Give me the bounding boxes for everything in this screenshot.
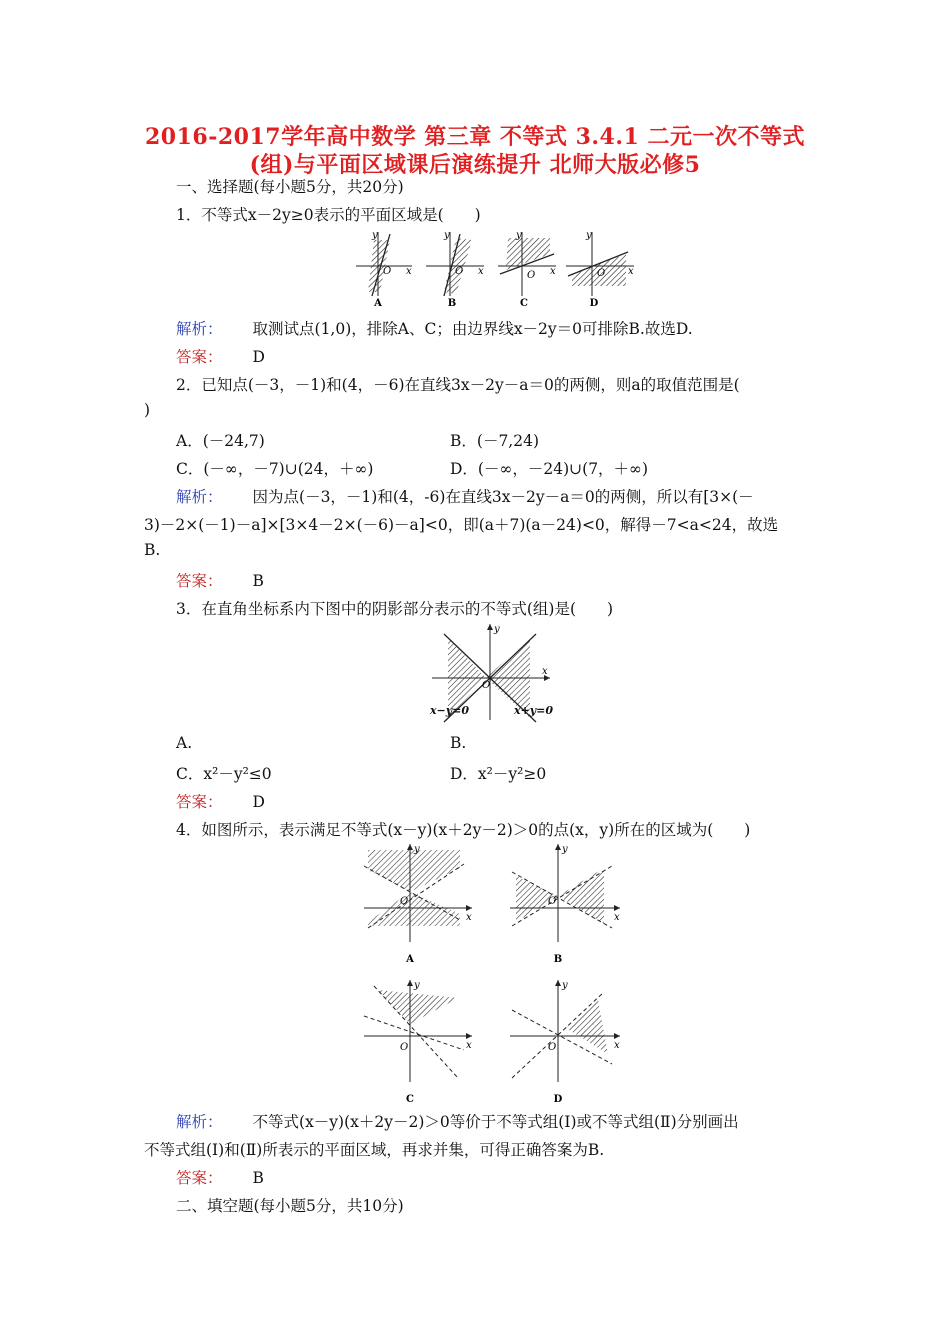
q4-label-a: A [406, 954, 414, 965]
q4-label-d: D [553, 1094, 563, 1104]
q1-answer [0, 345, 950, 367]
q1-figure-row [350, 226, 640, 311]
svg-text:x: x [466, 1040, 472, 1051]
q4-option-b-graph [510, 844, 620, 965]
section-heading-choice: 一、选择题(每小题5分，共20分) [176, 178, 404, 196]
q1-label-b: B [447, 298, 457, 309]
svg-text:y: y [414, 844, 420, 855]
section-heading-fill: 二、填空题(每小题5分，共10分) [176, 1197, 404, 1215]
q2-answer-value: B [252, 572, 264, 590]
q4-answer-value: B [252, 1169, 264, 1187]
q3-line-label-left: x−y=0 [430, 704, 470, 717]
q4-analysis [0, 1110, 950, 1132]
svg-text:O: O [383, 266, 392, 277]
q4-label-c: C [406, 1094, 414, 1104]
q2-analysis-text-3: B. [144, 541, 161, 559]
answer-label: 答案： [176, 793, 223, 811]
q2-option-c: C．(－∞，－7)∪(24，＋∞) [176, 460, 374, 478]
svg-text:y: y [562, 980, 568, 991]
svg-text:x: x [628, 266, 634, 277]
doc-title-line1: 2016-2017学年高中数学 第三章 不等式 3.4.1 二元一次不等式 [145, 124, 805, 150]
q1-option-c-graph [498, 230, 556, 309]
question-3-stem: 3．在直角坐标系内下图中的阴影部分表示的不等式(组)是( ) [176, 600, 614, 618]
svg-text:y: y [414, 980, 420, 991]
svg-text:x: x [466, 912, 472, 923]
q3-line-label-right: x+y=0 [514, 704, 554, 717]
analysis-label: 解析： [176, 1113, 223, 1131]
question-2-stem-cont: ) [144, 401, 151, 419]
q1-analysis-text: 取测试点(1,0)，排除A、C；由边界线x－2y＝0可排除B.故选D. [252, 320, 693, 338]
svg-text:y: y [494, 624, 500, 635]
q3-option-c: C．x²－y²≤0 [176, 765, 272, 783]
svg-text:y: y [516, 230, 522, 241]
q4-option-d-graph [510, 980, 620, 1104]
q1-label-d: D [589, 298, 599, 309]
q1-option-b-graph [426, 230, 484, 309]
question-2-stem: 2．已知点(－3，－1)和(4，－6)在直线3x－2y－a＝0的两侧，则a的取值范围是( [176, 376, 740, 394]
svg-text:x: x [406, 266, 412, 277]
q1-option-a-graph [356, 230, 412, 309]
q4-figure-grid [360, 842, 630, 1104]
q2-analysis [0, 485, 950, 507]
q2-answer [0, 569, 950, 591]
svg-text:y: y [372, 230, 378, 241]
q4-analysis-text-1: 不等式(x－y)(x＋2y－2)＞0等价于不等式组(Ⅰ)或不等式组(Ⅱ)分别画出 [252, 1113, 739, 1131]
q4-answer [0, 1166, 950, 1188]
question-4-stem: 4．如图所示，表示满足不等式(x－y)(x＋2y－2)＞0的点(x，y)所在的区域为( ) [176, 821, 751, 839]
doc-title-line2: (组)与平面区域课后演练提升 北师大版必修5 [249, 152, 701, 178]
q4-option-c-graph [364, 980, 472, 1104]
q2-option-b: B．(－7,24) [450, 432, 539, 450]
q2-option-d: D．(－∞，－24)∪(7，＋∞) [450, 460, 649, 478]
svg-text:O: O [597, 268, 606, 279]
svg-text:x: x [550, 266, 556, 277]
svg-text:O: O [527, 270, 536, 281]
q1-label-a: A [374, 298, 382, 309]
svg-text:O: O [400, 896, 409, 907]
svg-text:x: x [542, 666, 548, 677]
svg-text:O: O [548, 1042, 557, 1053]
q3-answer-value: D [252, 793, 265, 811]
svg-text:O: O [400, 1042, 409, 1053]
svg-text:y: y [586, 230, 592, 241]
q4-label-b: B [553, 954, 563, 965]
svg-text:x: x [614, 1040, 620, 1051]
q1-answer-value: D [252, 348, 265, 366]
q2-option-a: A．(－24,7) [176, 432, 265, 450]
q4-analysis-text-2: 不等式组(Ⅰ)和(Ⅱ)所表示的平面区域，再求并集，可得正确答案为B. [144, 1141, 605, 1159]
svg-text:x: x [614, 912, 620, 923]
svg-text:x: x [478, 266, 484, 277]
svg-text:O: O [482, 680, 491, 691]
answer-label: 答案： [176, 572, 223, 590]
q3-option-a: A. [176, 734, 193, 752]
q4-option-a-graph [364, 844, 472, 965]
q2-analysis-text-2: 3)－2×(－1)－a]×[3×4－2×(－6)－a]<0，即(a＋7)(a－24)<0，解得－7<a<24，故选 [144, 516, 779, 534]
svg-text:y: y [444, 230, 450, 241]
svg-text:O: O [455, 266, 464, 277]
svg-text:O: O [548, 896, 557, 907]
q1-option-d-graph [566, 230, 634, 309]
q1-label-c: C [520, 298, 528, 309]
analysis-label: 解析： [176, 320, 223, 338]
q1-analysis [0, 317, 950, 339]
answer-label: 答案： [176, 348, 223, 366]
question-1-stem: 1．不等式x－2y≥0表示的平面区域是( ) [176, 206, 481, 224]
q2-analysis-text-1: 因为点(－3，－1)和(4，-6)在直线3x－2y－a＝0的两侧，所以有[3×(－ [252, 488, 754, 506]
svg-text:y: y [562, 844, 568, 855]
q3-option-d: D．x²－y²≥0 [450, 765, 547, 783]
answer-label: 答案： [176, 1169, 223, 1187]
analysis-label: 解析： [176, 488, 223, 506]
q3-option-b: B. [450, 734, 467, 752]
q3-answer [0, 790, 950, 812]
